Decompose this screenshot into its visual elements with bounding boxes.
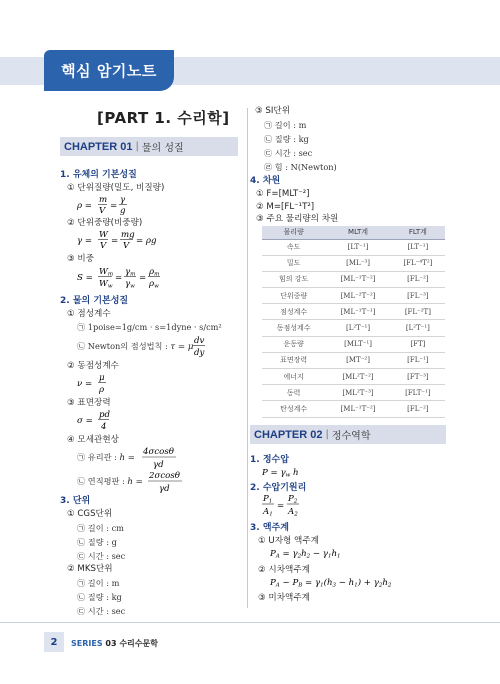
table-cell: [FL⁻³] [391, 288, 445, 304]
svg-text:mg: mg [121, 230, 135, 240]
table-row [262, 385, 445, 401]
heading-units: 3. 단위 [60, 496, 91, 506]
table-row [262, 239, 445, 255]
table-row [262, 401, 445, 417]
si-mass: ㉡ 질량 : kg [264, 134, 309, 144]
svg-text:PA − PB = γ1(h3 − h1) + γ2h2: PA − PB = γ1(h3 − h1) + γ2h2 [270, 578, 392, 589]
item-mks-units: ② MKS단위 [67, 564, 113, 574]
table-cell: [MT⁻²] [325, 352, 390, 368]
table-row [262, 288, 445, 304]
svg-text:ρ: ρ [99, 385, 105, 395]
svg-text:P = γw h: P = γw h [262, 468, 299, 479]
table-cell: [ML⁻¹T⁻²] [325, 401, 390, 417]
table-cell: [ML⁻¹T⁻¹] [325, 304, 390, 320]
heading-fluid-properties: 1. 유체의 기본성질 [60, 170, 137, 180]
formula-kinematic-viscosity [77, 371, 117, 395]
item-main-dimensions: ③ 주요 물리량의 차원 [256, 214, 339, 224]
column-header: FLT계 [391, 226, 445, 239]
svg-text:=: = [277, 501, 285, 511]
svg-text:γm: γm [125, 267, 136, 278]
heading-water-properties: 2. 물의 기본성질 [60, 296, 129, 306]
mks-time: ㉢ 시간 : sec [77, 606, 126, 616]
column-divider [247, 108, 248, 608]
formula-surface-tension [77, 408, 117, 432]
svg-text:pd: pd [99, 410, 111, 420]
svg-text:dv: dv [194, 336, 205, 346]
formula-differential [270, 574, 410, 590]
svg-text:γd: γd [153, 460, 164, 470]
formula-glass-tube [142, 446, 182, 470]
svg-text:m: m [99, 195, 108, 205]
table-cell: [FL⁻⁴T²] [391, 255, 445, 271]
svg-text:V: V [123, 241, 130, 250]
table-row [262, 304, 445, 320]
table-row [262, 336, 445, 352]
table-cell: [L²T⁻¹] [391, 320, 445, 336]
table-cell: 운동량 [262, 336, 325, 352]
svg-text:4: 4 [101, 422, 107, 432]
item-differential-manometer: ② 시차액주계 [258, 565, 310, 575]
chapter-code: CHAPTER 02 [254, 428, 323, 441]
item-micro-manometer: ③ 미차액주계 [258, 593, 310, 603]
svg-text:ρw: ρw [149, 279, 159, 290]
chapter-title: 정수역학 [331, 431, 371, 442]
svg-text:A2: A2 [288, 507, 298, 518]
chapter-separator: | [325, 429, 329, 440]
series-number: 03 [105, 639, 117, 648]
svg-text:P1: P1 [263, 494, 273, 505]
chapter-title: 물의 성질 [141, 143, 184, 154]
formula-hydraulic-press [262, 492, 322, 518]
table-row [262, 369, 445, 385]
table-cell: [MLT⁻¹] [325, 336, 390, 352]
table-cell: [FT⁻³] [391, 369, 445, 385]
heading-hydraulic-press: 2. 수압기원리 [250, 483, 307, 493]
capillary-vertical-plate: ㉡ 연직평판 : h = [77, 476, 143, 487]
table-cell: [L²T⁻¹] [325, 320, 390, 336]
cgs-mass: ㉡ 질량 : g [77, 537, 117, 547]
column-header: MLT계 [325, 226, 390, 239]
formula-specific-gravity [77, 264, 187, 290]
newton-viscosity-law: ㉡ Newton의 점성법칙 : τ = μ [77, 341, 194, 352]
heading-dimensions: 4. 차원 [250, 176, 281, 186]
page-number: 2 [44, 632, 64, 652]
svg-text:γd: γd [159, 484, 170, 494]
mks-mass: ㉡ 질량 : kg [77, 592, 122, 602]
table-cell: [LT⁻¹] [391, 239, 445, 255]
formula-density [77, 193, 137, 215]
table-header-row [262, 226, 445, 239]
svg-text:ν =: ν = [77, 379, 93, 389]
item-viscosity: ① 점성계수 [67, 309, 111, 319]
svg-text:Wm: Wm [99, 267, 114, 278]
item-unit-mass: ① 단위질량(밀도, 비질량) [67, 183, 165, 193]
si-time: ㉢ 시간 : sec [264, 148, 313, 158]
formula-vertical-plate [148, 470, 188, 494]
svg-text:S =: S = [77, 273, 93, 283]
table-cell: [ML²T⁻³] [325, 385, 390, 401]
table-cell: [ML⁻²T⁻²] [325, 288, 390, 304]
item-kinematic-viscosity: ② 동점성계수 [67, 361, 119, 371]
table-cell: 탄성계수 [262, 401, 325, 417]
table-row [262, 352, 445, 368]
si-force: ㉣ 힘 : N(Newton) [264, 162, 337, 172]
svg-text:A1: A1 [263, 507, 273, 518]
svg-text:2σcosθ: 2σcosθ [149, 471, 180, 481]
section-banner: 핵심 암기노트 [44, 50, 174, 91]
svg-text:μ: μ [99, 373, 105, 383]
table-cell: [FL⁻²T] [391, 304, 445, 320]
formula-unit-weight [77, 228, 187, 250]
table-cell: [ML⁻³] [325, 255, 390, 271]
svg-text:= ρg: = ρg [136, 236, 157, 246]
item-capillarity: ④ 모세관현상 [67, 435, 119, 445]
dimension-mass: ② M=[FL⁻¹T²] [256, 202, 315, 212]
svg-text:ρm: ρm [149, 267, 160, 278]
table-cell: 속도 [262, 239, 325, 255]
table-cell: [FL⁻²] [391, 271, 445, 287]
table-cell: 동력 [262, 385, 325, 401]
table-cell: [LT⁻¹] [325, 239, 390, 255]
table-cell: [FT] [391, 336, 445, 352]
chapter-01-header [60, 137, 238, 156]
viscosity-poise: ㉠ 1poise=1g/cm · s=1dyne · s/cm² [77, 322, 222, 332]
chapter-separator: | [135, 141, 139, 152]
svg-text:4σcosθ: 4σcosθ [143, 447, 174, 457]
formula-u-tube [270, 545, 380, 561]
table-cell: 힘의 강도 [262, 271, 325, 287]
cgs-time: ㉢ 시간 : sec [77, 551, 126, 561]
si-length: ㉠ 길이 : m [264, 120, 307, 130]
svg-text:=: = [139, 273, 147, 283]
svg-text:Ww: Ww [99, 279, 113, 290]
table-cell: 동점성계수 [262, 320, 325, 336]
table-row [262, 271, 445, 287]
table-cell: [ML²T⁻²] [325, 369, 390, 385]
item-specific-gravity: ③ 비중 [67, 254, 95, 264]
formula-dvdy [192, 334, 212, 358]
footer-rule [0, 622, 500, 623]
formula-hydrostatic-pressure [262, 464, 322, 480]
svg-text:γ: γ [120, 195, 126, 205]
table-row [262, 255, 445, 271]
cgs-length: ㉠ 길이 : cm [77, 523, 124, 533]
column-header: 물리량 [262, 226, 325, 239]
item-unit-weight: ② 단위중량(비중량) [67, 218, 143, 228]
chapter-code: CHAPTER 01 [64, 140, 133, 153]
svg-text:W: W [99, 230, 108, 240]
table-cell: 단위중량 [262, 288, 325, 304]
heading-hydrostatic-pressure: 1. 정수압 [250, 455, 289, 465]
dimension-table [262, 226, 445, 418]
svg-text:V: V [99, 206, 106, 215]
item-u-tube-manometer: ① U자형 액주계 [258, 536, 319, 546]
svg-text:V: V [100, 241, 107, 250]
series-label [71, 638, 158, 649]
item-surface-tension: ③ 표면장력 [67, 398, 111, 408]
table-cell: 밀도 [262, 255, 325, 271]
item-si-units: ③ SI단위 [255, 106, 291, 116]
table-cell: [FL⁻²] [391, 401, 445, 417]
svg-text:=: = [111, 236, 119, 246]
svg-text:γ =: γ = [77, 236, 93, 246]
svg-text:=: = [115, 273, 123, 283]
svg-text:PA = γ2h2 − γ1h1: PA = γ2h2 − γ1h1 [270, 549, 341, 560]
table-row [262, 320, 445, 336]
capillary-glass-tube: ㉠ 유리관 : h = [77, 452, 135, 463]
svg-text:P2: P2 [288, 494, 298, 505]
table-cell: 에너지 [262, 369, 325, 385]
svg-text:dy: dy [194, 348, 205, 358]
svg-text:γw: γw [125, 279, 135, 290]
svg-text:ρ =: ρ = [77, 201, 92, 211]
series-word: SERIES [71, 639, 103, 648]
table-cell: [FLT⁻¹] [391, 385, 445, 401]
svg-text:=: = [110, 201, 118, 211]
svg-text:σ =: σ = [77, 416, 93, 426]
part-title: [PART 1. 수리학] [97, 109, 230, 127]
heading-manometer: 3. 액주계 [250, 523, 289, 533]
chapter-02-header [250, 425, 446, 444]
svg-text:g: g [120, 206, 126, 215]
dimension-force: ① F=[MLT⁻²] [256, 189, 310, 199]
table-cell: 표면장력 [262, 352, 325, 368]
mks-length: ㉠ 길이 : m [77, 578, 120, 588]
book-title: 수리수문학 [119, 639, 158, 648]
table-cell: [FL⁻¹] [391, 352, 445, 368]
table-cell: 점성계수 [262, 304, 325, 320]
table-cell: [ML⁻¹T⁻²] [325, 271, 390, 287]
item-cgs-units: ① CGS단위 [67, 509, 113, 519]
